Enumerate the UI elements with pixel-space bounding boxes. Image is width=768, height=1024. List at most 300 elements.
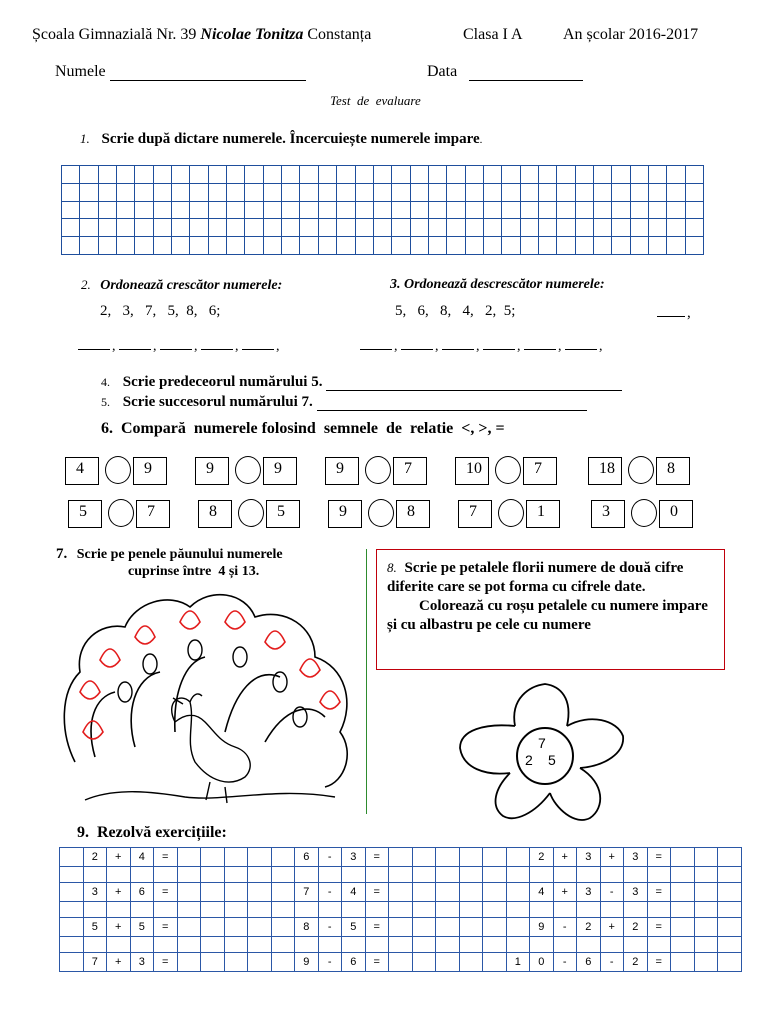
calc-cell[interactable]	[483, 883, 507, 902]
calc-cell[interactable]	[248, 883, 272, 902]
grid-cell[interactable]	[392, 201, 410, 219]
calc-cell[interactable]: 1	[506, 953, 530, 972]
calc-cell[interactable]: 9	[530, 918, 554, 937]
calc-cell[interactable]	[177, 883, 201, 902]
calc-cell[interactable]	[459, 848, 483, 867]
ex5-answer-line[interactable]	[317, 399, 587, 411]
calc-cell[interactable]	[412, 953, 436, 972]
calc-cell[interactable]	[694, 883, 718, 902]
calc-cell[interactable]	[271, 867, 295, 883]
grid-cell[interactable]	[667, 219, 685, 237]
calc-cell[interactable]	[577, 902, 601, 918]
calc-cell[interactable]: 5	[130, 918, 154, 937]
grid-cell[interactable]	[208, 201, 226, 219]
calc-cell[interactable]	[483, 848, 507, 867]
calc-cell[interactable]	[130, 867, 154, 883]
calc-cell[interactable]	[506, 883, 530, 902]
grid-cell[interactable]	[520, 237, 538, 255]
grid-cell[interactable]	[373, 201, 391, 219]
grid-cell[interactable]	[98, 166, 116, 184]
grid-cell[interactable]	[263, 237, 281, 255]
grid-cell[interactable]	[282, 201, 300, 219]
grid-cell[interactable]	[208, 166, 226, 184]
calc-cell[interactable]	[671, 848, 695, 867]
calc-cell[interactable]	[248, 937, 272, 953]
grid-cell[interactable]	[410, 166, 428, 184]
grid-cell[interactable]	[172, 237, 190, 255]
grid-cell[interactable]	[318, 183, 336, 201]
calc-cell[interactable]	[107, 902, 131, 918]
calc-cell[interactable]	[412, 918, 436, 937]
calc-cell[interactable]: 3	[624, 883, 648, 902]
calc-cell[interactable]	[201, 883, 225, 902]
grid-cell[interactable]	[667, 166, 685, 184]
compare-sign-circle[interactable]	[631, 499, 657, 527]
grid-cell[interactable]	[502, 237, 520, 255]
grid-cell[interactable]	[630, 166, 648, 184]
grid-cell[interactable]	[245, 237, 263, 255]
grid-cell[interactable]	[80, 183, 98, 201]
grid-cell[interactable]	[282, 166, 300, 184]
calc-cell[interactable]: 3	[130, 953, 154, 972]
grid-cell[interactable]	[502, 219, 520, 237]
calc-cell[interactable]	[177, 953, 201, 972]
calc-cell[interactable]	[436, 867, 460, 883]
grid-cell[interactable]	[62, 183, 80, 201]
calc-cell[interactable]	[248, 867, 272, 883]
calc-cell[interactable]	[459, 918, 483, 937]
grid-cell[interactable]	[593, 201, 611, 219]
calc-cell[interactable]	[694, 937, 718, 953]
grid-cell[interactable]	[190, 201, 208, 219]
grid-cell[interactable]	[410, 201, 428, 219]
calc-cell[interactable]: 5	[342, 918, 366, 937]
grid-cell[interactable]	[465, 201, 483, 219]
grid-cell[interactable]	[392, 237, 410, 255]
calc-cell[interactable]	[83, 867, 107, 883]
grid-cell[interactable]	[575, 237, 593, 255]
grid-cell[interactable]	[392, 166, 410, 184]
calc-cell[interactable]: =	[647, 953, 671, 972]
calc-cell[interactable]	[506, 867, 530, 883]
calc-cell[interactable]	[365, 937, 389, 953]
calc-cell[interactable]: -	[553, 918, 577, 937]
grid-cell[interactable]	[612, 219, 630, 237]
calc-cell[interactable]	[483, 867, 507, 883]
grid-cell[interactable]	[373, 183, 391, 201]
grid-cell[interactable]	[612, 183, 630, 201]
grid-cell[interactable]	[685, 166, 703, 184]
grid-cell[interactable]	[172, 166, 190, 184]
grid-cell[interactable]	[355, 183, 373, 201]
calc-cell[interactable]	[130, 937, 154, 953]
grid-cell[interactable]	[502, 183, 520, 201]
grid-cell[interactable]	[263, 219, 281, 237]
grid-cell[interactable]	[557, 166, 575, 184]
calc-cell[interactable]	[718, 937, 742, 953]
calc-cell[interactable]	[389, 848, 413, 867]
calc-cell[interactable]: +	[600, 848, 624, 867]
calc-cell[interactable]	[295, 902, 319, 918]
compare-sign-circle[interactable]	[238, 499, 264, 527]
grid-cell[interactable]	[649, 166, 667, 184]
grid-cell[interactable]	[208, 183, 226, 201]
grid-cell[interactable]	[337, 237, 355, 255]
grid-cell[interactable]	[575, 166, 593, 184]
grid-cell[interactable]	[630, 219, 648, 237]
grid-cell[interactable]	[208, 219, 226, 237]
calc-cell[interactable]	[248, 918, 272, 937]
grid-cell[interactable]	[557, 201, 575, 219]
grid-cell[interactable]	[410, 183, 428, 201]
calc-cell[interactable]: 3	[624, 848, 648, 867]
calc-cell[interactable]	[60, 918, 84, 937]
calc-cell[interactable]	[83, 902, 107, 918]
grid-cell[interactable]	[80, 166, 98, 184]
calc-cell[interactable]	[600, 867, 624, 883]
calc-cell[interactable]	[154, 902, 178, 918]
grid-cell[interactable]	[318, 237, 336, 255]
calc-cell[interactable]	[177, 937, 201, 953]
calc-cell[interactable]	[671, 953, 695, 972]
grid-cell[interactable]	[520, 219, 538, 237]
grid-cell[interactable]	[117, 201, 135, 219]
calc-cell[interactable]	[177, 902, 201, 918]
calc-cell[interactable]: 8	[295, 918, 319, 937]
calc-cell[interactable]	[530, 867, 554, 883]
grid-cell[interactable]	[62, 237, 80, 255]
grid-cell[interactable]	[62, 219, 80, 237]
grid-cell[interactable]	[483, 183, 501, 201]
calc-cell[interactable]	[365, 902, 389, 918]
calc-cell[interactable]: 9	[295, 953, 319, 972]
grid-cell[interactable]	[98, 201, 116, 219]
calc-cell[interactable]: +	[107, 883, 131, 902]
calc-cell[interactable]	[436, 883, 460, 902]
grid-cell[interactable]	[263, 183, 281, 201]
calc-cell[interactable]	[271, 883, 295, 902]
grid-cell[interactable]	[593, 219, 611, 237]
calc-cell[interactable]	[60, 848, 84, 867]
calc-cell[interactable]: =	[647, 848, 671, 867]
grid-cell[interactable]	[667, 183, 685, 201]
grid-cell[interactable]	[538, 166, 556, 184]
calc-cell[interactable]: =	[154, 883, 178, 902]
grid-cell[interactable]	[428, 201, 446, 219]
calc-cell[interactable]	[694, 867, 718, 883]
calc-cell[interactable]	[671, 937, 695, 953]
grid-cell[interactable]	[630, 237, 648, 255]
grid-cell[interactable]	[649, 219, 667, 237]
calc-cell[interactable]	[389, 937, 413, 953]
grid-cell[interactable]	[502, 201, 520, 219]
compare-sign-circle[interactable]	[105, 456, 131, 484]
grid-cell[interactable]	[135, 166, 153, 184]
calc-cell[interactable]	[342, 902, 366, 918]
calc-cell[interactable]	[459, 902, 483, 918]
calc-cell[interactable]: 4	[130, 848, 154, 867]
grid-cell[interactable]	[98, 183, 116, 201]
grid-cell[interactable]	[245, 183, 263, 201]
calc-cell[interactable]	[60, 953, 84, 972]
grid-cell[interactable]	[465, 183, 483, 201]
grid-cell[interactable]	[373, 166, 391, 184]
grid-cell[interactable]	[337, 219, 355, 237]
calc-cell[interactable]	[483, 937, 507, 953]
calc-cell[interactable]	[553, 937, 577, 953]
calc-cell[interactable]	[271, 937, 295, 953]
calc-cell[interactable]	[248, 902, 272, 918]
grid-cell[interactable]	[593, 237, 611, 255]
grid-cell[interactable]	[649, 201, 667, 219]
calc-cell[interactable]	[459, 937, 483, 953]
ex3-answer-blanks[interactable]: , , , , , ,	[360, 338, 603, 355]
calc-cell[interactable]	[694, 902, 718, 918]
grid-cell[interactable]	[355, 237, 373, 255]
calc-cell[interactable]	[412, 848, 436, 867]
grid-cell[interactable]	[373, 219, 391, 237]
calc-cell[interactable]	[459, 883, 483, 902]
grid-cell[interactable]	[593, 183, 611, 201]
grid-cell[interactable]	[227, 201, 245, 219]
grid-cell[interactable]	[355, 201, 373, 219]
calc-cell[interactable]	[436, 902, 460, 918]
grid-cell[interactable]	[538, 183, 556, 201]
grid-cell[interactable]	[575, 219, 593, 237]
grid-cell[interactable]	[685, 237, 703, 255]
calc-cell[interactable]	[248, 848, 272, 867]
grid-cell[interactable]	[227, 219, 245, 237]
calc-cell[interactable]	[60, 902, 84, 918]
calc-cell[interactable]	[224, 867, 248, 883]
calc-cell[interactable]	[271, 953, 295, 972]
calc-cell[interactable]: 6	[130, 883, 154, 902]
grid-cell[interactable]	[337, 166, 355, 184]
calc-cell[interactable]	[412, 902, 436, 918]
calc-cell[interactable]: 2	[577, 918, 601, 937]
calc-cell[interactable]: =	[365, 848, 389, 867]
calc-cell[interactable]	[271, 848, 295, 867]
calc-cell[interactable]	[342, 867, 366, 883]
calc-cell[interactable]	[483, 918, 507, 937]
grid-cell[interactable]	[245, 201, 263, 219]
calc-cell[interactable]: 6	[295, 848, 319, 867]
calc-cell[interactable]	[694, 848, 718, 867]
grid-cell[interactable]	[557, 183, 575, 201]
calc-cell[interactable]	[224, 953, 248, 972]
grid-cell[interactable]	[575, 183, 593, 201]
grid-cell[interactable]	[282, 237, 300, 255]
calc-cell[interactable]	[647, 937, 671, 953]
calc-cell[interactable]: =	[365, 918, 389, 937]
grid-cell[interactable]	[80, 201, 98, 219]
calc-cell[interactable]: +	[553, 848, 577, 867]
calc-cell[interactable]: 4	[342, 883, 366, 902]
grid-cell[interactable]	[318, 166, 336, 184]
grid-cell[interactable]	[428, 237, 446, 255]
calc-cell[interactable]	[600, 902, 624, 918]
calc-cell[interactable]	[130, 902, 154, 918]
calc-cell[interactable]	[459, 953, 483, 972]
calc-cell[interactable]	[224, 883, 248, 902]
calc-cell[interactable]: -	[318, 883, 342, 902]
grid-cell[interactable]	[208, 237, 226, 255]
grid-cell[interactable]	[355, 219, 373, 237]
calc-cell[interactable]	[436, 918, 460, 937]
grid-cell[interactable]	[465, 219, 483, 237]
grid-cell[interactable]	[410, 219, 428, 237]
grid-cell[interactable]	[153, 219, 171, 237]
calc-cell[interactable]	[553, 867, 577, 883]
grid-cell[interactable]	[117, 219, 135, 237]
calc-cell[interactable]	[60, 937, 84, 953]
calculation-grid[interactable]	[59, 847, 742, 972]
grid-cell[interactable]	[520, 183, 538, 201]
calc-cell[interactable]: 3	[577, 848, 601, 867]
compare-sign-circle[interactable]	[368, 499, 394, 527]
grid-cell[interactable]	[263, 201, 281, 219]
grid-cell[interactable]	[612, 166, 630, 184]
calc-cell[interactable]	[530, 937, 554, 953]
calc-cell[interactable]: 2	[624, 918, 648, 937]
calc-cell[interactable]	[577, 867, 601, 883]
grid-cell[interactable]	[300, 166, 318, 184]
grid-cell[interactable]	[153, 166, 171, 184]
calc-cell[interactable]: =	[154, 918, 178, 937]
grid-cell[interactable]	[373, 237, 391, 255]
grid-cell[interactable]	[227, 166, 245, 184]
calc-cell[interactable]	[107, 937, 131, 953]
grid-cell[interactable]	[153, 183, 171, 201]
calc-cell[interactable]: -	[600, 953, 624, 972]
calc-cell[interactable]: 3	[577, 883, 601, 902]
grid-cell[interactable]	[447, 219, 465, 237]
grid-cell[interactable]	[557, 237, 575, 255]
grid-cell[interactable]	[190, 219, 208, 237]
calc-cell[interactable]: +	[107, 848, 131, 867]
grid-cell[interactable]	[447, 183, 465, 201]
ex4-answer-line[interactable]	[326, 379, 622, 391]
grid-cell[interactable]	[428, 166, 446, 184]
grid-cell[interactable]	[667, 237, 685, 255]
grid-cell[interactable]	[483, 237, 501, 255]
calc-cell[interactable]	[577, 937, 601, 953]
calc-cell[interactable]	[553, 902, 577, 918]
calc-cell[interactable]	[694, 953, 718, 972]
calc-cell[interactable]	[671, 867, 695, 883]
calc-cell[interactable]: +	[107, 953, 131, 972]
calc-cell[interactable]	[318, 937, 342, 953]
name-field[interactable]	[110, 67, 306, 81]
grid-cell[interactable]	[337, 201, 355, 219]
calc-cell[interactable]	[295, 937, 319, 953]
calc-cell[interactable]: 0	[530, 953, 554, 972]
calc-cell[interactable]: =	[154, 953, 178, 972]
calc-cell[interactable]	[718, 883, 742, 902]
calc-cell[interactable]	[436, 937, 460, 953]
calc-cell[interactable]	[342, 937, 366, 953]
calc-cell[interactable]: -	[318, 918, 342, 937]
grid-cell[interactable]	[557, 219, 575, 237]
grid-cell[interactable]	[117, 166, 135, 184]
calc-cell[interactable]: 6	[577, 953, 601, 972]
calc-cell[interactable]	[224, 937, 248, 953]
grid-cell[interactable]	[575, 201, 593, 219]
calc-cell[interactable]	[201, 918, 225, 937]
calc-cell[interactable]	[412, 937, 436, 953]
calc-cell[interactable]: 6	[342, 953, 366, 972]
compare-sign-circle[interactable]	[495, 456, 521, 484]
grid-cell[interactable]	[172, 183, 190, 201]
grid-cell[interactable]	[593, 166, 611, 184]
calc-cell[interactable]	[224, 848, 248, 867]
grid-cell[interactable]	[538, 237, 556, 255]
calc-cell[interactable]	[365, 867, 389, 883]
calc-cell[interactable]	[506, 902, 530, 918]
calc-cell[interactable]: =	[647, 883, 671, 902]
calc-cell[interactable]: =	[647, 918, 671, 937]
grid-cell[interactable]	[80, 219, 98, 237]
ex3-first-blank[interactable]	[657, 305, 691, 322]
grid-cell[interactable]	[135, 219, 153, 237]
compare-sign-circle[interactable]	[365, 456, 391, 484]
calc-cell[interactable]	[60, 867, 84, 883]
calc-cell[interactable]: 2	[624, 953, 648, 972]
grid-cell[interactable]	[649, 183, 667, 201]
calc-cell[interactable]	[389, 883, 413, 902]
grid-cell[interactable]	[483, 166, 501, 184]
calc-cell[interactable]: 2	[83, 848, 107, 867]
grid-cell[interactable]	[410, 237, 428, 255]
calc-cell[interactable]	[201, 953, 225, 972]
calc-cell[interactable]	[506, 918, 530, 937]
grid-cell[interactable]	[263, 166, 281, 184]
grid-cell[interactable]	[135, 237, 153, 255]
grid-cell[interactable]	[465, 166, 483, 184]
compare-sign-circle[interactable]	[235, 456, 261, 484]
grid-cell[interactable]	[447, 237, 465, 255]
calc-cell[interactable]	[318, 867, 342, 883]
calc-cell[interactable]	[201, 937, 225, 953]
calc-cell[interactable]: 5	[83, 918, 107, 937]
calc-cell[interactable]	[506, 848, 530, 867]
grid-cell[interactable]	[300, 237, 318, 255]
grid-cell[interactable]	[483, 219, 501, 237]
grid-cell[interactable]	[190, 166, 208, 184]
grid-cell[interactable]	[190, 183, 208, 201]
calc-cell[interactable]	[271, 918, 295, 937]
calc-cell[interactable]	[483, 902, 507, 918]
calc-cell[interactable]	[412, 867, 436, 883]
grid-cell[interactable]	[98, 219, 116, 237]
calc-cell[interactable]	[624, 902, 648, 918]
calc-cell[interactable]	[671, 902, 695, 918]
grid-cell[interactable]	[135, 201, 153, 219]
grid-cell[interactable]	[153, 237, 171, 255]
grid-cell[interactable]	[612, 237, 630, 255]
calc-cell[interactable]: =	[154, 848, 178, 867]
calc-cell[interactable]: 3	[83, 883, 107, 902]
calc-cell[interactable]	[201, 867, 225, 883]
grid-cell[interactable]	[300, 183, 318, 201]
calc-cell[interactable]	[718, 848, 742, 867]
grid-cell[interactable]	[520, 166, 538, 184]
compare-sign-circle[interactable]	[108, 499, 134, 527]
dictation-grid[interactable]	[61, 165, 704, 255]
grid-cell[interactable]	[98, 237, 116, 255]
calc-cell[interactable]	[271, 902, 295, 918]
grid-cell[interactable]	[685, 219, 703, 237]
